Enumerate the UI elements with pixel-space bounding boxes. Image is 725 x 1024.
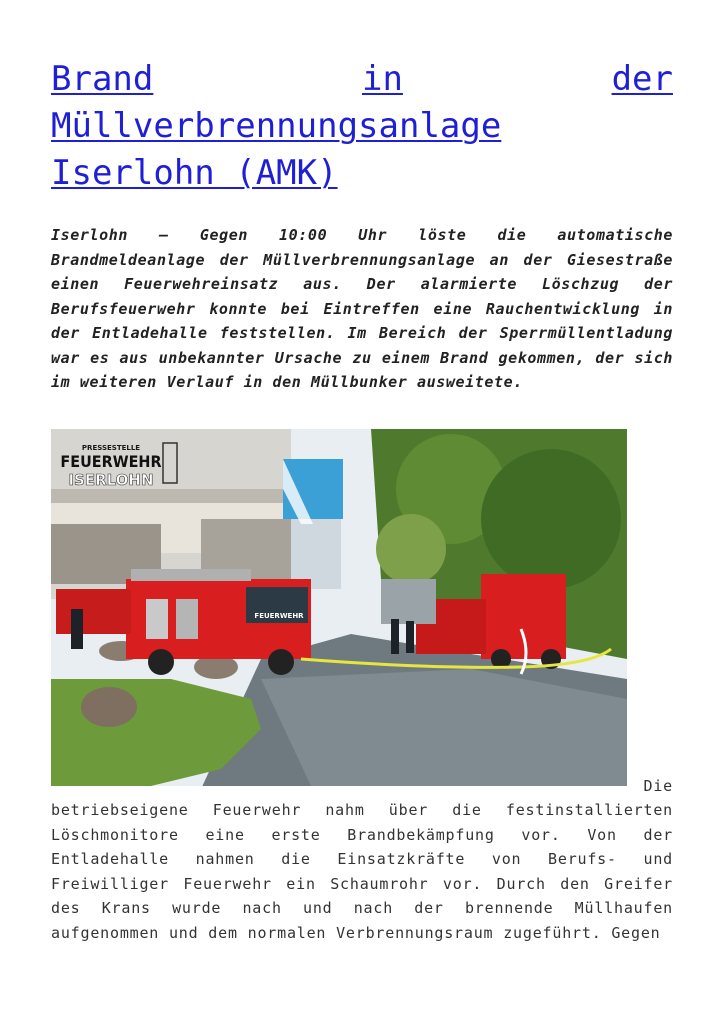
article-body: [51, 774, 673, 946]
title-line-3: Iserlohn (AMK): [51, 153, 338, 193]
body-text: betriebseigene Feuerwehr nahm über die festinstallierten Löschmonitore eine erste Brandbekämpfung vor. Von der Entladehalle nahmen die Einsatzkräfte von Berufs- und Freiwilliger Feuerwehr ein Schaumrohr vor. Durch den Greifer des Krans wurde nach und nach der brennende Müllhaufen aufgenommen und dem normalen Verbrennungsraum zugeführt. Gegen: [51, 801, 673, 942]
body-first-word: Die: [643, 776, 673, 795]
article-title-link[interactable]: [51, 56, 673, 197]
logo-main-text: FEUERWEHR: [60, 451, 162, 471]
fire-scene-photo: [51, 429, 627, 786]
logo-sub-text: ISERLOHN: [68, 470, 154, 489]
article: [51, 56, 673, 957]
title-word-2: in: [361, 59, 403, 99]
article-lead: Iserlohn – Gegen 10:00 Uhr löste die automatische Brandmeldeanlage der Müllverbrennungsanlage an der Giesestraße einen Feuerwehreinsatz aus. Der alarmierte Löschzug der Berufsfeuerwehr konnte bei Eintreffen eine Rauchentwicklung in der Entladehalle feststellen. Im Bereich der Sperrmüllentladung war es aus unbekannter Ursache zu einem Brand gekommen, der sich im weiteren Verlauf in den Müllbunker ausweitete.: [51, 226, 673, 391]
truck-label-text: FEUERWEHR: [254, 611, 304, 620]
title-word-1: Brand: [51, 59, 154, 99]
article-photo-container: [51, 429, 673, 786]
title-word-3: der: [611, 59, 673, 99]
logo-top-text: PRESSESTELLE: [81, 443, 141, 452]
title-line-1: [51, 56, 673, 103]
title-line-2: Müllverbrennungsanlage: [51, 106, 502, 146]
